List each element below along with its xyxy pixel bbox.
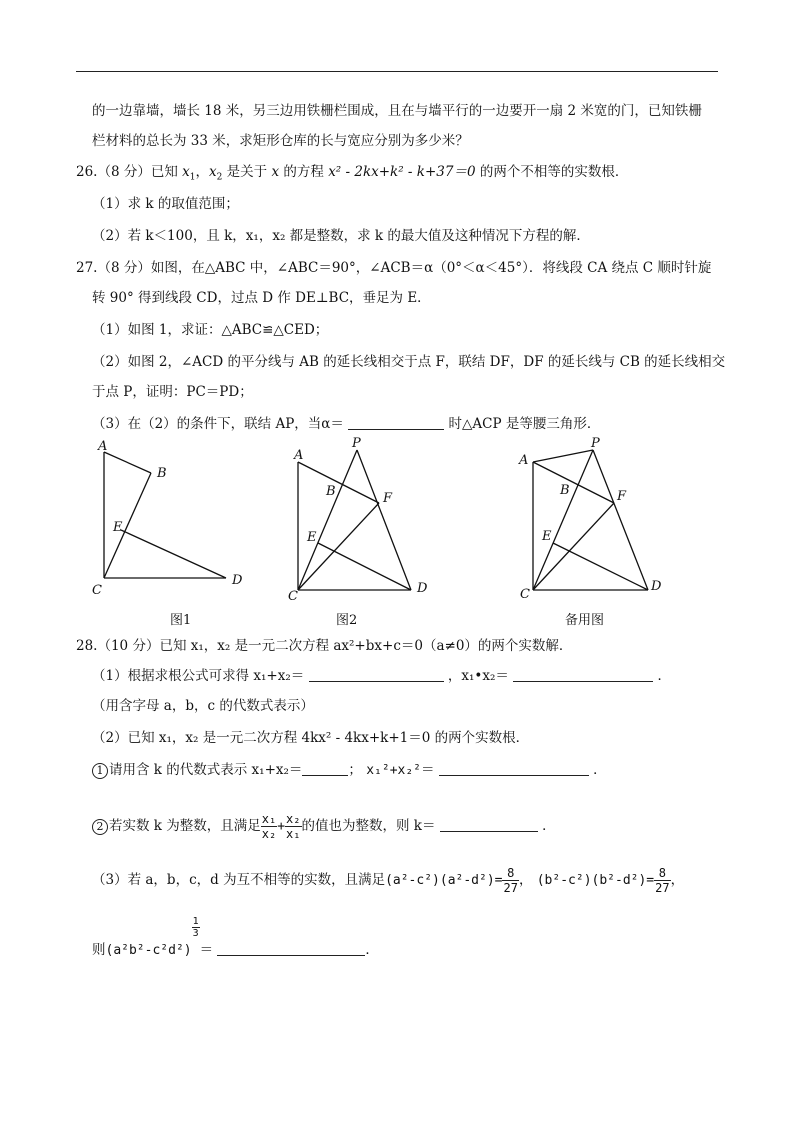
fig2-label-e: E (307, 530, 317, 545)
q28-sum-blank[interactable] (309, 667, 444, 682)
q27-part-2-line-1: （2）如图 2，∠ACD 的平分线与 AB 的延长线相交于点 F，联结 DF，DF 的延长线与 CB 的延长线相交 (92, 354, 726, 370)
q28-part-2: （2）已知 x₁，x₂ 是一元二次方程 4kx² - 4kx+k+1＝0 的两个实数根． (92, 730, 530, 746)
q28-part-3-line-1: （3）若 a，b，c，d 为互不相等的实数，且满足(a²-c²)(a²-d²)= $\frac{8}{27}$ ， (b²-c²)(b²-d²)= $\frac{8}{27}$ ， (92, 866, 685, 895)
fig1-label-d: D (232, 573, 243, 588)
q27-part-1: （1）如图 1，求证：△ABC≌△CED； (92, 322, 329, 338)
caption-figure-2: 图2 (336, 613, 358, 628)
q25-continued-line-2: 栏材料的总长为 33 米，求矩形仓库的长与宽应分别为多少米？ (92, 133, 469, 149)
circle-number-1: 1 (92, 763, 108, 779)
spare-label-a: A (519, 453, 529, 468)
spare-label-p: P (591, 436, 600, 451)
fig2-label-c: C (288, 589, 298, 604)
q27-heading-line-2: 转 90° 得到线段 CD，过点 D 作 DE⊥BC，垂足为 E． (92, 290, 431, 306)
caption-figure-spare: 备用图 (565, 613, 605, 628)
circle-number-2: 2 (92, 819, 108, 835)
fig2-label-a: A (294, 448, 304, 463)
spare-label-e: E (542, 529, 552, 544)
q26-part-1: （1）求 k 的取值范围； (92, 196, 239, 212)
q28-final-blank[interactable] (217, 941, 365, 956)
q28-part-1: （1）根据求根公式可求得 x₁+x₂＝ ，x₁•x₂＝ ． (92, 668, 671, 684)
caption-figure-1: 图1 (170, 613, 192, 628)
q25-continued-line-1: 的一边靠墙，墙长 18 米，另三边用铁栅栏围成，且在与墙平行的一边要开一扇 2 米宽的门，已知铁栅 (92, 103, 702, 119)
fig1-label-b: B (157, 466, 167, 481)
q28-part-3-line-2: 则(a²b²-c²d²) $\frac{1}{3}$ ＝ ． (92, 916, 379, 958)
q26-part-2: （2）若 k＜100，且 k，x₁，x₂ 都是整数，求 k 的最大值及这种情况下方程的解． (92, 228, 590, 244)
q27-answer-blank[interactable] (348, 415, 444, 430)
figure-spare (533, 450, 648, 590)
q28-k-value-blank[interactable] (440, 817, 538, 832)
fig2-label-p: P (352, 436, 361, 451)
q27-heading-line-1: 27.（8 分）如图，在△ABC 中，∠ABC＝90°，∠ACB＝α（0°＜α＜45°）．将线段 CA 绕点 C 顺时针旋 (76, 260, 712, 276)
fig1-label-c: C (92, 583, 102, 598)
q28-square-sum-blank[interactable] (439, 761, 589, 776)
spare-label-d: D (651, 579, 662, 594)
q28-part-2-item-2: 2 若实数 k 为整数，且满足 $\frac{\text{x₁}}{\text{x₂}}$ + $\frac{\text{x₂}}{\text{x₁}}$ 的值也为整数，则 k＝ ． (92, 812, 556, 841)
fig1-label-a: A (98, 439, 108, 454)
q28-part-2-item-1: 1 请用含 k 的代数式表示 x₁+x₂＝ ； x₁²+x₂²＝ ． (92, 760, 607, 781)
spare-label-f: F (617, 489, 627, 504)
q28-heading: 28.（10 分）已知 x₁，x₂ 是一元二次方程 ax²+bx+c＝0（a≠0）的两个实数解． (76, 638, 573, 654)
fig2-label-f: F (383, 491, 393, 506)
q28-product-blank[interactable] (513, 667, 653, 682)
q28-part-1-note: （用含字母 a，b，c 的代数式表示） (92, 698, 314, 714)
fig2-label-b: B (326, 484, 336, 499)
fig2-label-d: D (417, 581, 428, 596)
header-rule (76, 71, 718, 72)
fig1-label-e: E (113, 520, 123, 535)
q27-part-2-line-2: 于点 P，证明：PC＝PD； (92, 384, 253, 400)
spare-label-b: B (560, 483, 570, 498)
q27-part-3: （3）在（2）的条件下，联结 AP，当α＝ 时△ACP 是等腰三角形． (92, 416, 601, 432)
q27-figures (0, 430, 794, 610)
q28-k-sum-blank[interactable] (302, 761, 348, 776)
q26-heading: 26.（8 分）已知 $x_1$，$x_2$ 是关于 x 的方程 x² - 2kx+k² - k+37＝0 的两个不相等的实数根． (76, 164, 629, 183)
figure-2 (298, 450, 411, 590)
q26-equation: x² - 2kx+k² - k+37＝0 (328, 164, 476, 180)
spare-label-c: C (520, 587, 530, 602)
